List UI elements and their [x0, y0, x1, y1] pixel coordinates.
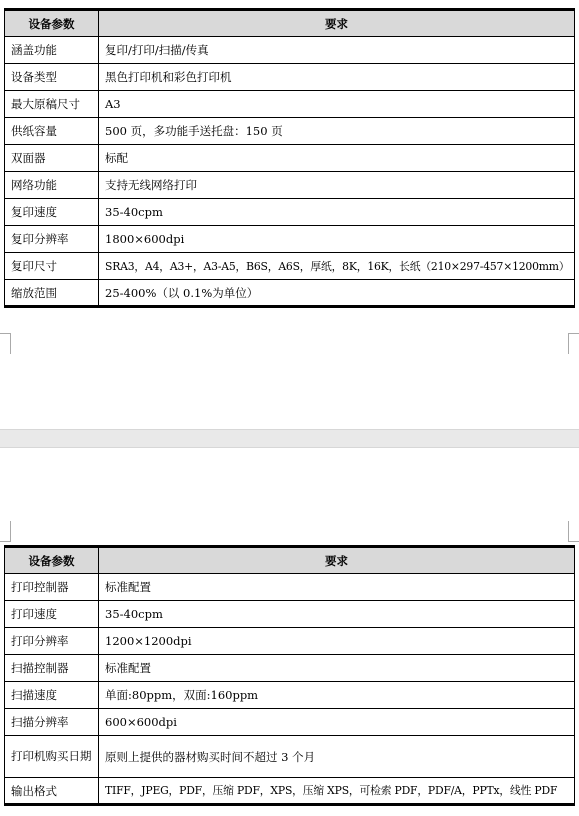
table-row [5, 118, 575, 145]
table-row [5, 199, 575, 226]
table-header-row [5, 547, 575, 574]
requirement-cell: SRA3，A4，A3+，A3-A5，B6S，A6S，厚纸，8K，16K，长纸（210×297-457×1200mm） [99, 253, 575, 280]
param-cell: 设备类型 [5, 64, 99, 91]
param-cell: 复印速度 [5, 199, 99, 226]
param-cell: 打印分辨率 [5, 628, 99, 655]
table-row [5, 778, 575, 805]
requirement-cell: 25-400%（以 0.1%为单位） [99, 280, 575, 307]
table-row [5, 736, 575, 778]
spec-table-1 [4, 8, 575, 308]
param-cell: 缩放范围 [5, 280, 99, 307]
table-row [5, 280, 575, 307]
header-param: 设备参数 [5, 10, 99, 37]
table-row [5, 64, 575, 91]
requirement-cell: 支持无线网络打印 [99, 172, 575, 199]
spec-table-2 [4, 545, 575, 806]
page-corner-mark [568, 521, 579, 542]
param-cell: 扫描分辨率 [5, 709, 99, 736]
table-row [5, 628, 575, 655]
param-cell: 输出格式 [5, 778, 99, 805]
param-cell: 复印尺寸 [5, 253, 99, 280]
requirement-cell: 500 页，多功能手送托盘：150 页 [99, 118, 575, 145]
param-cell: 扫描控制器 [5, 655, 99, 682]
requirement-cell: 标准配置 [99, 655, 575, 682]
page-corner-mark [0, 333, 11, 354]
param-cell: 复印分辨率 [5, 226, 99, 253]
param-cell: 最大原稿尺寸 [5, 91, 99, 118]
header-param: 设备参数 [5, 547, 99, 574]
table-row [5, 37, 575, 64]
requirement-cell: 原则上提供的器材购买时间不超过 3 个月 [99, 736, 575, 778]
table-row [5, 574, 575, 601]
param-cell: 供纸容量 [5, 118, 99, 145]
param-cell: 双面器 [5, 145, 99, 172]
table-row [5, 226, 575, 253]
page-corner-mark [568, 333, 579, 354]
requirement-cell: 35-40cpm [99, 199, 575, 226]
table-row [5, 91, 575, 118]
requirement-cell: TIFF，JPEG，PDF，压缩 PDF，XPS，压缩 XPS，可检索 PDF，PDF/A，PPTx，线性 PDF [99, 778, 575, 805]
table-row [5, 709, 575, 736]
requirement-cell: 黑色打印机和彩色打印机 [99, 64, 575, 91]
param-cell: 扫描速度 [5, 682, 99, 709]
table-row [5, 682, 575, 709]
param-cell: 打印机购买日期 [5, 736, 99, 778]
requirement-cell: 复印/打印/扫描/传真 [99, 37, 575, 64]
param-cell: 涵盖功能 [5, 37, 99, 64]
table-row [5, 253, 575, 280]
param-cell: 打印控制器 [5, 574, 99, 601]
param-cell: 网络功能 [5, 172, 99, 199]
table-row [5, 172, 575, 199]
requirement-cell: 单面:80ppm，双面:160ppm [99, 682, 575, 709]
requirement-cell: 1800×600dpi [99, 226, 575, 253]
table-header-row [5, 10, 575, 37]
table-row [5, 655, 575, 682]
header-requirement: 要求 [99, 10, 575, 37]
requirement-cell: 35-40cpm [99, 601, 575, 628]
page-break-gap [0, 429, 579, 448]
requirement-cell: 1200×1200dpi [99, 628, 575, 655]
requirement-cell: 标配 [99, 145, 575, 172]
table-row [5, 601, 575, 628]
requirement-cell: 标准配置 [99, 574, 575, 601]
header-requirement: 要求 [99, 547, 575, 574]
param-cell: 打印速度 [5, 601, 99, 628]
table-row [5, 145, 575, 172]
requirement-cell: A3 [99, 91, 575, 118]
requirement-cell: 600×600dpi [99, 709, 575, 736]
page-corner-mark [0, 521, 11, 542]
